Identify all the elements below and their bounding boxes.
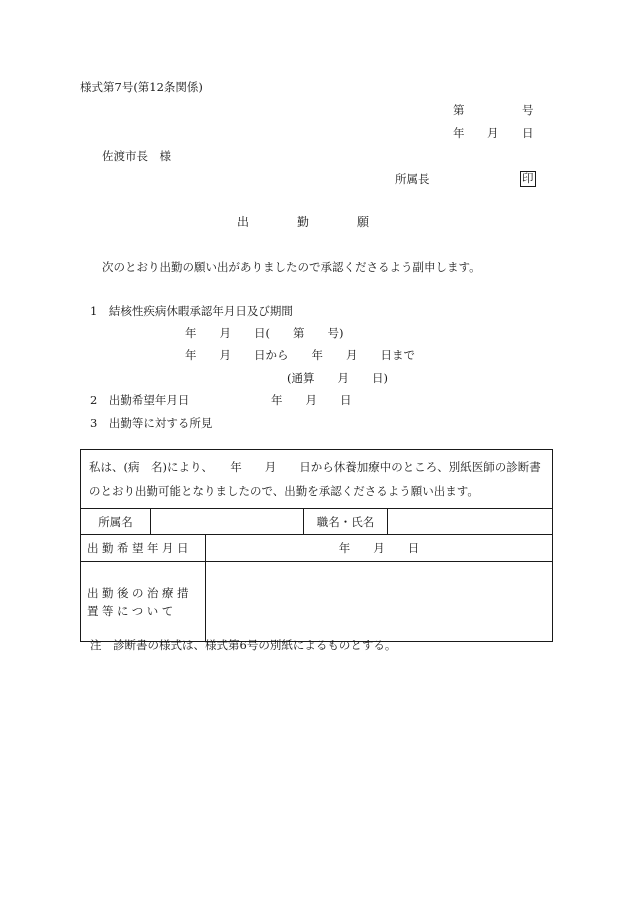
desired-date-field[interactable]: 年 月 日: [206, 535, 553, 562]
affiliation-label: 所属名: [81, 509, 151, 535]
document-number-suffix: 号: [522, 103, 534, 117]
position-name-field[interactable]: [388, 509, 553, 535]
sender-label: 所属長: [395, 172, 430, 186]
seal-mark: 印: [522, 171, 534, 185]
statement-row: [81, 450, 553, 509]
footnote: 注 診断書の様式は、様式第6号の別紙によるものとする。: [90, 638, 397, 652]
desired-date-row: [81, 535, 553, 562]
application-form-table: [80, 449, 553, 642]
form-number: 様式第7号(第12条関係): [80, 80, 203, 94]
affiliation-field[interactable]: [151, 509, 304, 535]
item3-label: 3 出勤等に対する所見: [90, 416, 213, 430]
item2-date: 年 月 日: [271, 393, 352, 407]
document-title: 出 勤 願: [237, 215, 370, 229]
item1-label: 1 結核性疾病休暇承認年月日及び期間: [90, 304, 293, 318]
document-number-prefix: 第: [453, 103, 465, 117]
addressee: 佐渡市長 様: [102, 149, 171, 163]
treatment-row: [81, 562, 553, 642]
date-year-label: 年: [453, 126, 465, 140]
affiliation-row: [81, 509, 553, 535]
item1-approval-date: 年 月 日( 第 号): [185, 326, 344, 340]
position-name-label: 職名・氏名: [304, 509, 388, 535]
item1-period: 年 月 日から 年 月 日まで: [185, 348, 415, 362]
desired-date-label: 出勤希望年月日: [81, 535, 206, 562]
date-day-label: 日: [522, 126, 534, 140]
treatment-field[interactable]: [206, 562, 553, 642]
intro-text: 次のとおり出勤の願い出がありましたので承認くださるよう副申します。: [102, 260, 481, 274]
item1-total: (通算 月 日): [287, 371, 388, 385]
statement-text: 私は、(病 名)により、 年 月 日から休養加療中のところ、別紙医師の診断書のとおり出勤可能となりましたので、出勤を承認くださるよう願い出ます。: [81, 450, 553, 509]
date-month-label: 月: [487, 126, 499, 140]
treatment-label: 出勤後の治療措置等について: [81, 562, 206, 642]
item2-label: 2 出勤希望年月日: [90, 393, 190, 407]
